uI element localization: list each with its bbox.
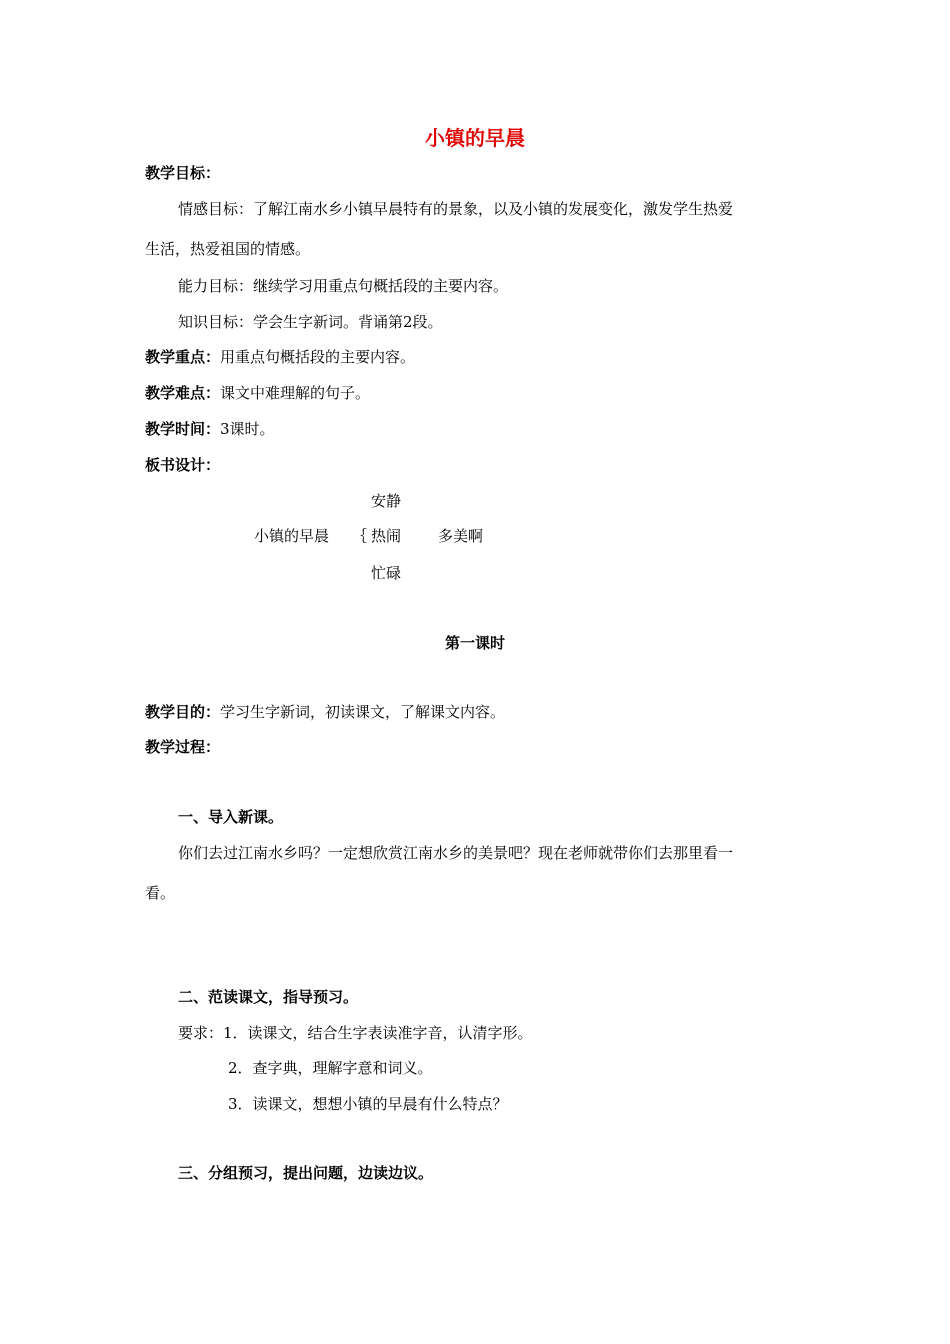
step-two-requirement-3: 3．读课文，想想小镇的早晨有什么特点？ <box>228 1095 508 1113</box>
step-one-line1: 你们去过江南水乡吗？一定想欣赏江南水乡的美景吧？现在老师就带你们去那里看一 <box>178 844 734 862</box>
key-point <box>145 350 415 365</box>
teaching-process-heading: 教学过程： <box>145 738 221 756</box>
difficulty <box>145 386 370 401</box>
lesson-purpose-label: 教学目的： <box>145 703 221 721</box>
board-brace: ｛ <box>352 527 368 545</box>
board-word-middle: 热闹 <box>371 527 402 545</box>
step-two-requirement-2: 2．查字典，理解字意和词义。 <box>228 1059 433 1077</box>
lesson-one-heading: 第一课时 <box>444 634 505 652</box>
key-point-label: 教学重点： <box>145 348 221 366</box>
emotion-goal-line2: 生活，热爱祖国的情感。 <box>145 240 311 258</box>
key-point-text: 用重点句概括段的主要内容。 <box>220 348 416 366</box>
goals-heading: 教学目标： <box>145 164 221 182</box>
difficulty-text: 课文中难理解的句子。 <box>220 384 371 402</box>
teaching-time-text: 3课时。 <box>220 420 275 438</box>
emotion-goal-line1: 情感目标：了解江南水乡小镇早晨特有的景象，以及小镇的发展变化，激发学生热爱 <box>178 200 734 218</box>
step-one-heading: 一、导入新课。 <box>178 808 284 826</box>
page-title: 小镇的早晨 <box>425 126 525 150</box>
step-one-line2: 看。 <box>145 884 176 902</box>
knowledge-goal: 知识目标：学会生字新词。背诵第2段。 <box>178 313 443 331</box>
board-heading: 板书设计： <box>145 456 221 474</box>
board-main-title: 小镇的早晨 <box>254 527 330 545</box>
step-two-requirement-1: 要求：1．读课文，结合生字表读准字音，认清字形。 <box>178 1024 533 1042</box>
lesson-purpose <box>145 705 505 720</box>
step-three-heading: 三、分组预习，提出问题，边读边议。 <box>178 1164 434 1182</box>
board-word-bottom: 忙碌 <box>371 564 402 582</box>
lesson-purpose-text: 学习生字新词，初读课文，了解课文内容。 <box>220 703 506 721</box>
board-conclusion: 多美啊 <box>438 527 484 545</box>
teaching-time <box>145 422 275 437</box>
teaching-time-label: 教学时间： <box>145 420 221 438</box>
board-word-top: 安静 <box>371 492 402 510</box>
ability-goal: 能力目标：继续学习用重点句概括段的主要内容。 <box>178 277 509 295</box>
difficulty-label: 教学难点： <box>145 384 221 402</box>
step-two-heading: 二、范读课文，指导预习。 <box>178 988 359 1006</box>
